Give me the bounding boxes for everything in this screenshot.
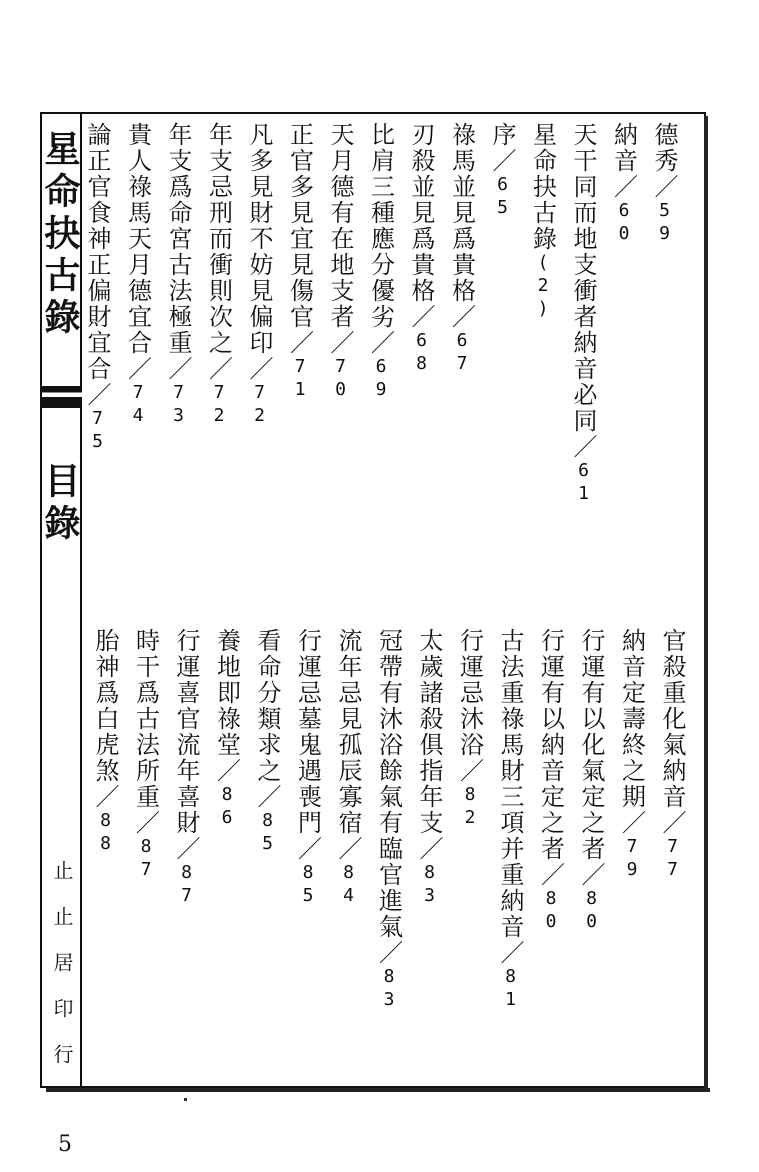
toc-entry [293,628,322,908]
toc-entry-title: 比肩三種應分優劣 [366,122,395,330]
toc-separator: ／ [455,758,484,784]
toc-entry [204,122,233,428]
toc-entry-page: 73 [168,382,189,428]
toc-entry [247,122,271,428]
toc-separator: ／ [407,304,435,330]
toc-entry [417,628,441,908]
toc-separator: ／ [374,940,403,966]
toc-entry [93,628,117,856]
toc-entry [123,122,152,428]
toc-entry-page: 77 [662,836,683,882]
toc-entry-title: 納音 [609,122,638,174]
toc-entry-page: 80 [581,888,602,934]
toc-entry-page: 71 [289,356,311,402]
speck [184,1098,187,1101]
toc-entry [652,122,676,246]
toc-entry-title: 行運喜官流年喜財 [172,628,200,836]
toc-separator: ／ [569,434,597,460]
toc-separator: ／ [650,174,678,200]
toc-entry [490,122,514,220]
frame-bottom-rule [46,1088,710,1092]
toc-entry [366,122,395,402]
toc-separator: ／ [326,330,354,356]
toc-entry [447,122,476,376]
toc-entry-title: 太歲諸殺俱指年支 [415,628,443,836]
toc-separator: ／ [609,174,638,200]
toc-separator: ／ [253,784,281,810]
toc-entry-page: 75 [87,408,108,454]
toc-entry-title: 古法重祿馬財三項并重納音 [496,628,524,940]
toc-separator: ／ [488,148,516,174]
toc-entry-page: 72 [208,382,230,428]
toc-entry-title: 天干同而地支衝者納音必同 [569,122,597,434]
toc-entry-page: 82 [459,784,481,830]
toc-entry [85,122,109,454]
toc-entry-title: 冠帶有沐浴餘氣有臨官進氣 [374,628,403,940]
toc-entry-title: 凡多見財不妨見偏印 [245,122,273,356]
toc-entry-page: 88 [95,810,116,856]
toc-entry-title: 行運忌沐浴 [455,628,484,758]
toc-separator: ／ [164,356,192,382]
toc-entry-page: 67 [451,330,473,376]
toc-entry [374,628,403,1012]
toc-separator: ／ [577,862,605,888]
toc-separator: ／ [658,810,686,836]
toc-entry-title: 貴人祿馬天月德宜合 [123,122,152,356]
toc-entry [579,628,603,934]
toc-entry-page: 59 [654,200,675,246]
toc-entry [255,628,279,856]
toc-entry-title: 年支爲命宮古法極重 [164,122,192,356]
toc-entry-page: 72 [249,382,270,428]
toc-entry-page: 69 [370,356,392,402]
toc-entry [498,628,522,1012]
toc-separator: ／ [131,810,160,836]
toc-entry-page: 81 [500,966,521,1012]
toc-entry-title: 星命抉古錄 [528,122,557,252]
toc-entry [528,122,557,321]
toc-entry [285,122,314,402]
toc-entry [336,628,360,908]
toc-entry-title: 德秀 [650,122,678,174]
toc-entry-page: 61 [573,460,594,506]
toc-entry-title: 祿馬並見爲貴格 [447,122,476,304]
toc-entry [328,122,352,402]
toc-separator: ／ [172,836,200,862]
book-title-text: 星命抉古錄 [39,130,81,340]
toc-separator: ／ [204,356,233,382]
toc-separator: ／ [245,356,273,382]
toc-entry-page: 84 [338,862,359,908]
toc-entry [571,122,595,506]
toc-entry-page: (2) [532,252,554,321]
toc-entry-page: 85 [297,862,319,908]
frame-shadow [704,116,708,1092]
toc-separator: ／ [91,784,119,810]
toc-entry-title: 行運有以納音定之者 [536,628,565,862]
toc-entry-title: 胎神爲白虎煞 [91,628,119,784]
toc-entry-title: 官殺重化氣納音 [658,628,686,810]
toc-entry-title: 看命分類求之 [253,628,281,784]
toc-entry [212,628,241,830]
toc-entry [536,628,565,934]
toc-entry-title: 流年忌見孤辰寡宿 [334,628,362,836]
toc-entry-page: 86 [216,784,238,830]
toc-entry [609,122,638,246]
toc-entry-page: 74 [127,382,149,428]
toc-entry [409,122,433,376]
bookmark-ornament [42,382,82,416]
toc-separator: ／ [123,356,152,382]
toc-separator: ／ [334,836,362,862]
toc-entry-title: 時干爲古法所重 [131,628,160,810]
toc-entry [455,628,484,830]
section-title-text: 目錄 [39,462,81,546]
toc-entry-page: 87 [176,862,197,908]
toc-entry [131,628,160,882]
toc-separator: ／ [496,940,524,966]
toc-entry-title: 行運忌墓鬼遇喪門 [293,628,322,836]
toc-entry [617,628,646,882]
toc-entry-title: 行運有以化氣定之者 [577,628,605,862]
toc-entry [174,628,198,908]
toc-entry [166,122,190,428]
toc-entry-title: 天月德有在地支者 [326,122,354,330]
toc-separator: ／ [415,836,443,862]
toc-separator: ／ [293,836,322,862]
toc-entry-title: 年支忌刑而衝則次之 [204,122,233,356]
book-title [39,130,81,340]
toc-entry-page: 68 [411,330,432,376]
toc-entry-page: 80 [540,888,562,934]
toc-entry-page: 83 [419,862,440,908]
toc-entry-page: 65 [492,174,513,220]
toc-entry-page: 70 [330,356,351,402]
toc-separator: ／ [617,810,646,836]
toc-separator: ／ [447,304,476,330]
page-number: 5 [58,1132,72,1157]
toc-entry [660,628,684,882]
toc-separator: ／ [536,862,565,888]
toc-entry-page: 87 [135,836,157,882]
toc-entry-title: 正官多見宜見傷官 [285,122,314,330]
toc-separator: ／ [212,758,241,784]
toc-separator: ／ [285,330,314,356]
toc-entry-title: 論正官食神正偏財宜合 [83,122,111,382]
toc-entry-title: 養地即祿堂 [212,628,241,758]
toc-separator: ／ [83,382,111,408]
publisher-imprint: 止止居印行 [50,860,74,1090]
toc-separator: ／ [366,330,395,356]
toc-entry-title: 納音定壽終之期 [617,628,646,810]
toc-entry-page: 85 [257,810,278,856]
toc-entry-title: 刃殺並見爲貴格 [407,122,435,304]
toc-entry-page: 79 [621,836,643,882]
toc-entry-page: 60 [613,200,635,246]
toc-entry-page: 83 [378,966,400,1012]
section-title [39,462,81,546]
toc-entry-title: 序 [488,122,516,148]
